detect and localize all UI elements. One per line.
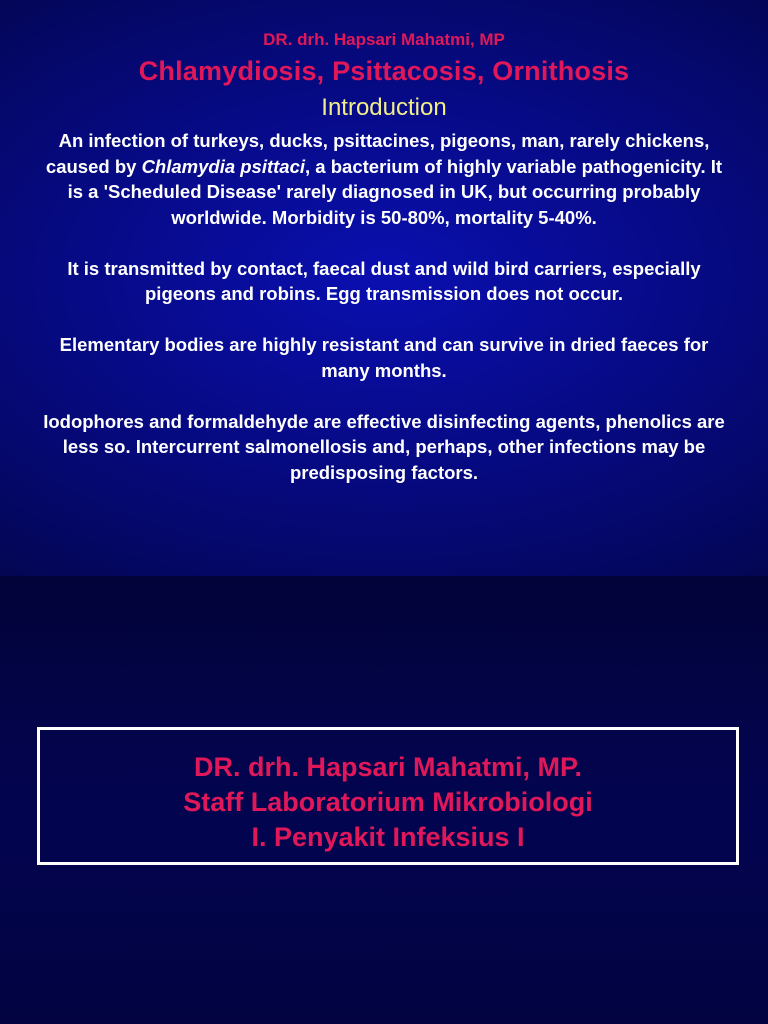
paragraph-infection-end: , a bacterium of highly variable pathogenicity. It is a 'Scheduled Disease' rarely diagnosed in UK, but occurring probably worldwide. Morbidity is 50-80%, mortality 5-40%. [67, 155, 723, 228]
slide-body [40, 128, 728, 511]
section-heading: Introduction [321, 94, 447, 121]
paragraph-infection-start: An infection of turkeys, ducks, psittacines, pigeons, man, rarely chickens, caused by [45, 130, 710, 177]
paragraph-transmission: It is transmitted by contact, faecal dust and wild bird carriers, especially pigeons and robins. Egg transmission does not occur. [67, 257, 701, 304]
paragraph-infection [40, 128, 728, 230]
info-department: I. Penyakit Infeksius I [251, 822, 525, 852]
slide-title: Chlamydiosis, Psittacosis, Ornithosis [138, 56, 630, 86]
paragraph-elementary-bodies: Elementary bodies are highly resistant and can survive in dried faeces for many months. [59, 334, 709, 381]
slide-author: DR. drh. Hapsari Mahatmi, MP [263, 30, 505, 49]
info-author-name: DR. drh. Hapsari Mahatmi, MP. [193, 752, 583, 782]
info-staff-lab: Staff Laboratorium Mikrobiologi [183, 787, 593, 817]
pathogen-name: Chlamydia psittaci [141, 155, 306, 177]
author-info-box [37, 727, 739, 865]
paragraph-disinfection: Iodophores and formaldehyde are effective disinfecting agents, phenolics are less so. Intercurrent salmonellosis and, perhaps, other infections may be predisposing factors. [43, 410, 725, 483]
